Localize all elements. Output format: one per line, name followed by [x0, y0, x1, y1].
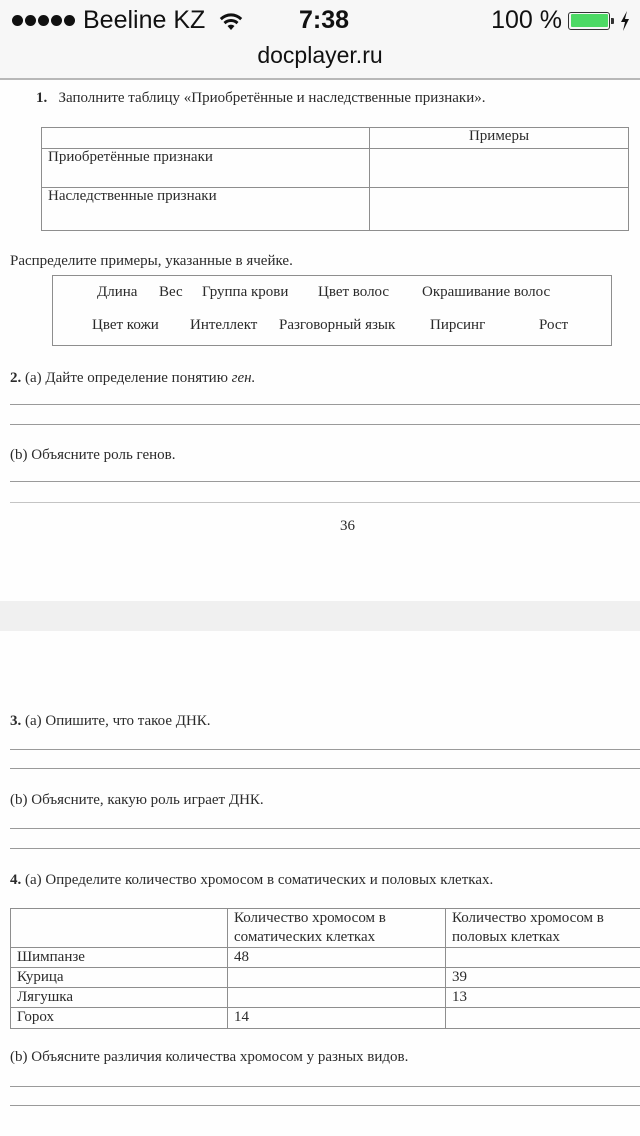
example-item: Разговорный язык [279, 317, 396, 333]
table-cell [11, 909, 228, 948]
page-number: 36 [340, 518, 355, 534]
somatic-count[interactable]: 14 [228, 1008, 446, 1029]
row-label: Наследственные признаки [42, 188, 370, 231]
page-separator [0, 601, 640, 631]
answer-line[interactable] [10, 424, 640, 425]
clock: 7:38 [298, 6, 350, 34]
sex-cell-count[interactable]: 13 [446, 988, 640, 1008]
example-item: Окрашивание волос [422, 284, 551, 300]
battery-percent: 100 % [491, 6, 562, 34]
question-1-title: 1. Заполните таблицу «Приобретённые и наследственные признаки». [36, 90, 486, 106]
table-header-row [42, 128, 629, 149]
header-sex-cells: Количество хромосом в половых клетках [446, 909, 640, 948]
species-name: Курица [11, 968, 228, 988]
example-item: Длина [97, 284, 138, 300]
table-row [11, 948, 640, 968]
question-3a: 3. (a) Опишите, что такое ДНК. [10, 713, 211, 729]
sex-cell-count[interactable] [446, 1008, 640, 1029]
battery-level-fill [571, 14, 608, 27]
question-4a: 4. (a) Определите количество хромосом в соматических и половых клетках. [10, 872, 494, 888]
answer-line[interactable] [10, 768, 640, 769]
answer-line[interactable] [10, 848, 640, 849]
example-item: Группа крови [202, 284, 289, 300]
somatic-count[interactable]: 48 [228, 948, 446, 968]
sex-cell-count[interactable]: 39 [446, 968, 640, 988]
species-name: Лягушка [11, 988, 228, 1008]
table-header-row [11, 909, 640, 948]
answer-line[interactable] [10, 1086, 640, 1087]
header-somatic: Количество хромосом в соматических клетках [228, 909, 446, 948]
question-3b: (b) Объясните, какую роль играет ДНК. [10, 792, 264, 808]
battery-group [491, 6, 630, 35]
table-row [11, 968, 640, 988]
species-name: Горох [11, 1008, 228, 1029]
somatic-count[interactable] [228, 968, 446, 988]
example-item: Рост [539, 317, 569, 333]
sex-cell-count[interactable] [446, 948, 640, 968]
example-item: Цвет кожи [92, 317, 159, 333]
charging-bolt-icon [620, 11, 630, 31]
answer-line[interactable] [10, 828, 640, 829]
table-cell [42, 128, 370, 149]
battery-icon [568, 12, 610, 30]
example-item: Цвет волос [318, 284, 390, 300]
address-bar-url[interactable]: docplayer.ru [257, 42, 383, 68]
table-row [11, 988, 640, 1008]
species-name: Шимпанзе [11, 948, 228, 968]
answer-line[interactable] [10, 749, 640, 750]
answer-line[interactable] [10, 481, 640, 482]
answer-cell[interactable] [370, 149, 629, 188]
table-row [42, 149, 629, 188]
chromosome-table [10, 908, 640, 1029]
answer-cell[interactable] [370, 188, 629, 231]
somatic-count[interactable] [228, 988, 446, 1008]
question-2b: (b) Объясните роль генов. [10, 447, 176, 463]
carrier-name: Beeline KZ [83, 6, 206, 34]
examples-box [52, 275, 612, 346]
example-item: Пирсинг [430, 317, 486, 333]
traits-table [41, 127, 629, 231]
example-item: Вес [159, 284, 183, 300]
answer-line[interactable] [10, 1105, 640, 1106]
table-row [42, 188, 629, 231]
instruction-text: Распределите примеры, указанные в ячейке. [10, 253, 293, 269]
table-row [11, 1008, 640, 1029]
question-4b: (b) Объясните различия количества хромосом у разных видов. [10, 1049, 409, 1065]
example-item: Интеллект [190, 317, 258, 333]
row-label: Приобретённые признаки [42, 149, 370, 188]
table-header-examples: Примеры [370, 128, 629, 149]
question-2a: 2. (a) Дайте определение понятию ген. [10, 370, 256, 386]
term-gene: ген. [231, 370, 256, 386]
answer-line[interactable] [10, 502, 640, 503]
ios-status-bar [0, 0, 640, 80]
answer-line[interactable] [10, 404, 640, 405]
